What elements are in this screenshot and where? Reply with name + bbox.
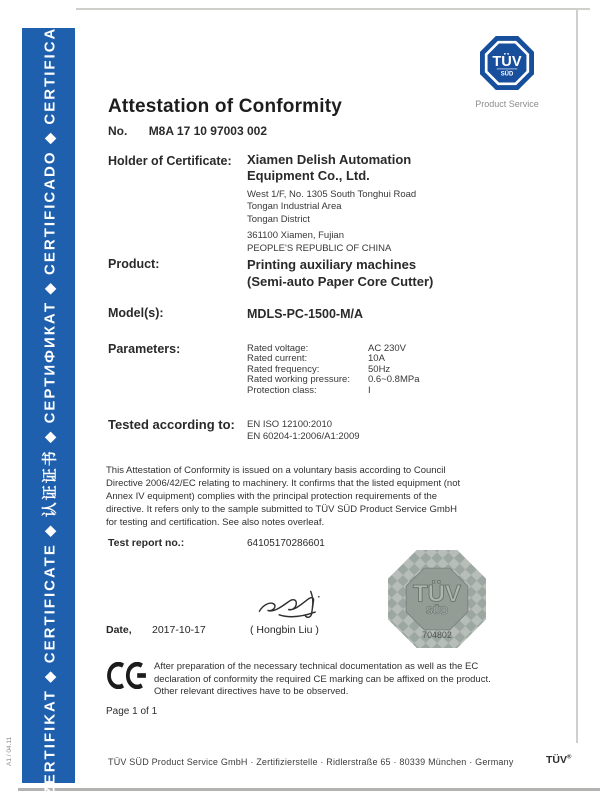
side-band-text: – ZERTIFIKAT ◆ CERTIFICATE ◆ 认证证书 ◆ СЕРТИФИКАТ ◆ CERTIFICADO ◆ CERTIFICAT – <box>41 0 58 811</box>
parameter-name: Rated working pressure: <box>247 374 350 386</box>
tested-label: Tested according to: <box>108 417 235 432</box>
tuv-sud-logo <box>452 36 562 109</box>
models-label: Model(s): <box>108 306 164 320</box>
holder-address <box>247 189 416 255</box>
page-info: Page 1 of 1 <box>106 706 158 717</box>
address-line: PEOPLE'S REPUBLIC OF CHINA <box>247 242 392 254</box>
parameters-label: Parameters: <box>108 342 181 356</box>
parameter-name: Rated current: <box>247 353 308 365</box>
signer-name: ( Hongbin Liu ) <box>250 624 319 636</box>
address-line: Tongan Industrial Area <box>247 201 342 213</box>
models-value: MDLS-PC-1500-M/A <box>247 307 363 321</box>
parameters-table <box>247 344 477 396</box>
logo-sud-text: SÜD <box>500 71 514 78</box>
parameter-name: Protection class: <box>247 384 317 396</box>
parameter-row <box>247 386 477 396</box>
parameter-value: 10A <box>368 353 385 365</box>
tuv-sud-stamp-icon <box>386 550 488 648</box>
holder-value <box>247 152 416 255</box>
address-line: Tongan District <box>247 213 310 225</box>
stamp-sud-text: SÜD <box>425 605 449 618</box>
product-label: Product: <box>108 257 160 271</box>
page-bottom-edge <box>18 788 600 791</box>
stamp-number: 704802 <box>422 630 452 641</box>
parameter-value: AC 230V <box>368 343 407 354</box>
page-top-edge <box>76 8 590 10</box>
product-line2: (Semi-auto Paper Core Cutter) <box>247 274 434 289</box>
certificate-number: M8A 17 10 97003 002 <box>148 124 267 138</box>
tested-standards <box>247 419 360 444</box>
holder-label: Holder of Certificate: <box>108 154 232 168</box>
date-value: 2017-10-17 <box>152 624 206 636</box>
holder-name-line2: Equipment Co., Ltd. <box>247 168 370 183</box>
parameter-name: Rated voltage: <box>247 343 309 354</box>
standard-line: EN ISO 12100:2010 <box>247 419 333 430</box>
product-value <box>247 256 433 290</box>
logo-tuv-text: TÜV <box>492 54 522 71</box>
footer-tuv-mark <box>546 754 571 766</box>
address-line: 361100 Xiamen, Fujian <box>247 230 344 242</box>
logo-caption: Product Service <box>475 99 539 109</box>
certificate-side-band <box>22 0 75 811</box>
registered-mark: ® <box>567 754 572 761</box>
product-line1: Printing auxiliary machines <box>247 257 417 272</box>
page-title: Attestation of Conformity <box>108 96 343 117</box>
page-right-edge <box>576 9 578 743</box>
standard-line: EN 60204-1:2006/A1:2009 <box>247 431 360 443</box>
footer-address: TÜV SÜD Product Service GmbH · Zertifizierstelle · Ridlerstraße 65 · 80339 München · Germany <box>108 757 514 767</box>
form-reference: A1 / 04.11 <box>6 736 13 766</box>
parameter-value: 50Hz <box>368 363 391 375</box>
signature-icon <box>253 586 345 622</box>
date-label: Date, <box>106 624 132 636</box>
address-line: West 1/F, No. 1305 South Tonghui Road <box>247 189 417 200</box>
holder-name-line1: Xiamen Delish Automation <box>247 152 412 167</box>
ce-statement: After preparation of the necessary technical documentation as well as the EC declaration of conformity the required CE marking can be affixed on the product. Other relevant directives have to be observed. <box>154 661 491 697</box>
tuv-sud-octagon-icon <box>480 36 534 90</box>
parameter-value: 0.6~0.8MPa <box>368 374 420 386</box>
certificate-no-label: No. <box>108 124 128 138</box>
test-report-label: Test report no.: <box>108 537 185 549</box>
stamp-tuv-text: TÜV <box>412 580 462 608</box>
parameter-value: I <box>368 384 371 396</box>
footer-brand-text: TÜV <box>546 754 567 766</box>
test-report-number: 64105170286601 <box>247 538 325 549</box>
parameter-name: Rated frequency: <box>247 363 320 375</box>
certificate-number-line <box>108 124 267 138</box>
conformity-statement: This Attestation of Conformity is issued on a voluntary basis according to Council Directive 2006/42/EC relating to machinery. It confirms that the listed equipment (not Annex IV equipment) complies with the principal protection requirements of the directive. It refers only to the sample submitted to TÜV SÜD Product Service GmbH for testing and certification. See also notes overleaf. <box>106 465 461 528</box>
ce-mark-icon <box>102 662 148 689</box>
